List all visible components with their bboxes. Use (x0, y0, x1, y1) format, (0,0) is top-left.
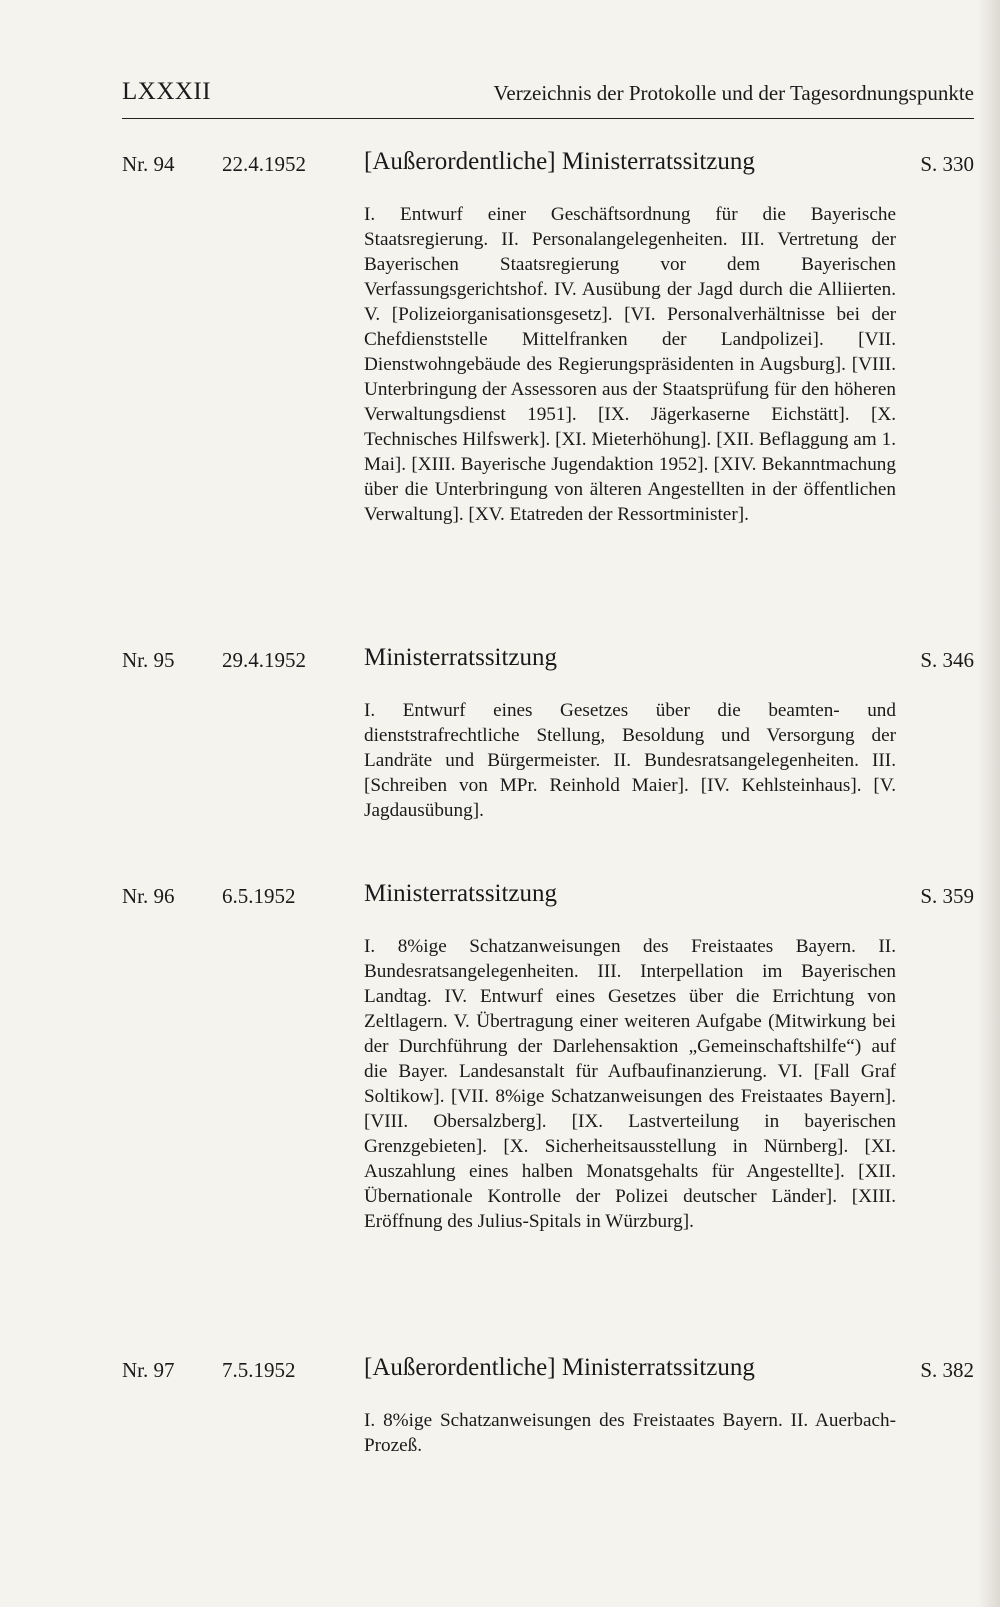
entry-number: Nr. 94 (122, 152, 175, 176)
entry-page-reference: S. 330 (920, 152, 974, 176)
entry-number: Nr. 97 (122, 1358, 175, 1382)
entry-heading (122, 1356, 974, 1390)
page-header (122, 78, 974, 119)
page-edge-shadow (978, 0, 1000, 1607)
page-folio: LXXXII (122, 78, 212, 105)
entry-title: [Außerordentliche] Ministerratssitzung (364, 1354, 755, 1381)
entry-page-reference: S. 346 (920, 648, 974, 672)
entry-heading (122, 882, 974, 916)
protocol-entry (122, 646, 974, 823)
entry-page-reference: S. 382 (920, 1358, 974, 1382)
entry-title: Ministerratssitzung (364, 644, 558, 671)
entry-number: Nr. 96 (122, 884, 175, 908)
running-title: Verzeichnis der Protokolle und der Tagesordnungspunkte (493, 81, 974, 105)
entry-heading (122, 646, 974, 680)
protocol-entry (122, 882, 974, 1234)
entry-number: Nr. 95 (122, 648, 175, 672)
entry-agenda: I. Entwurf eines Gesetzes über die beamten- und dienststrafrechtliche Stellung, Besoldung und Versorgung der Landräte und Bürgermeister. II. Bundesratsangelegenheiten. III. [Schreiben von MPr. Reinhold Maier]. [IV. Kehlsteinhaus]. [V. Jagdausübung]. (364, 700, 896, 821)
protocol-entry (122, 150, 974, 527)
entry-agenda: I. 8%ige Schatzanweisungen des Freistaates Bayern. II. Bundesratsangelegenheiten. III. Interpellation im Bayerischen Landtag. IV. Entwurf eines Gesetzes über die Errichtung von Zeltlagern. V. Übertragung einer weiteren Aufgabe (Mitwirkung bei der Durchführung der Darlehensaktion „Gemeinschaftshilfe“) auf die Bayer. Landesanstalt für Aufbaufinanzierung. VI. [Fall Graf Soltikow]. [VII. 8%ige Schatzanweisungen des Freistaates Bayern]. [VIII. Obersalzberg]. [IX. Lastverteilung in bayerischen Grenzgebieten]. [X. Sicherheitsausstellung in Nürnberg]. [XI. Auszahlung eines halben Monatsgehalts für Angestellte]. [XII. Übernationale Kontrolle der Polizei deutscher Länder]. [XIII. Eröffnung des Julius-Spitals in Würzburg]. (364, 936, 896, 1232)
entry-date: 7.5.1952 (222, 1358, 296, 1382)
protocol-entry (122, 1356, 974, 1458)
entry-title: [Außerordentliche] Ministerratssitzung (364, 148, 755, 175)
entry-date: 22.4.1952 (222, 152, 306, 176)
entry-agenda: I. 8%ige Schatzanweisungen des Freistaates Bayern. II. Auerbach-Prozeß. (364, 1410, 896, 1456)
entry-date: 6.5.1952 (222, 884, 296, 908)
entry-date: 29.4.1952 (222, 648, 306, 672)
entry-heading (122, 150, 974, 184)
entry-agenda: I. Entwurf einer Geschäftsordnung für die Bayerische Staatsregierung. II. Personalangelegenheiten. III. Vertretung der Bayerischen Staatsregierung vor dem Bayerischen Verfassungsgerichtshof. IV. Ausübung der Jagd durch die Alliierten. V. [Polizeiorganisationsgesetz]. [VI. Personalverhältnisse bei der Chefdienststelle Mittelfranken der Landpolizei]. [VII. Dienstwohngebäude des Regierungspräsidenten in Augsburg]. [VIII. Unterbringung der Assessoren aus der Staatsprüfung für den höheren Verwaltungsdienst 1951]. [IX. Jägerkaserne Eichstätt]. [X. Technisches Hilfswerk]. [XI. Mieterhöhung]. [XII. Beflaggung am 1. Mai]. [XIII. Bayerische Jugendaktion 1952]. [XIV. Bekanntmachung über die Unterbringung von älteren Angestellten in der öffentlichen Verwaltung]. [XV. Etatreden der Ressortminister]. (364, 204, 896, 525)
entry-title: Ministerratssitzung (364, 880, 558, 907)
entry-page-reference: S. 359 (920, 884, 974, 908)
